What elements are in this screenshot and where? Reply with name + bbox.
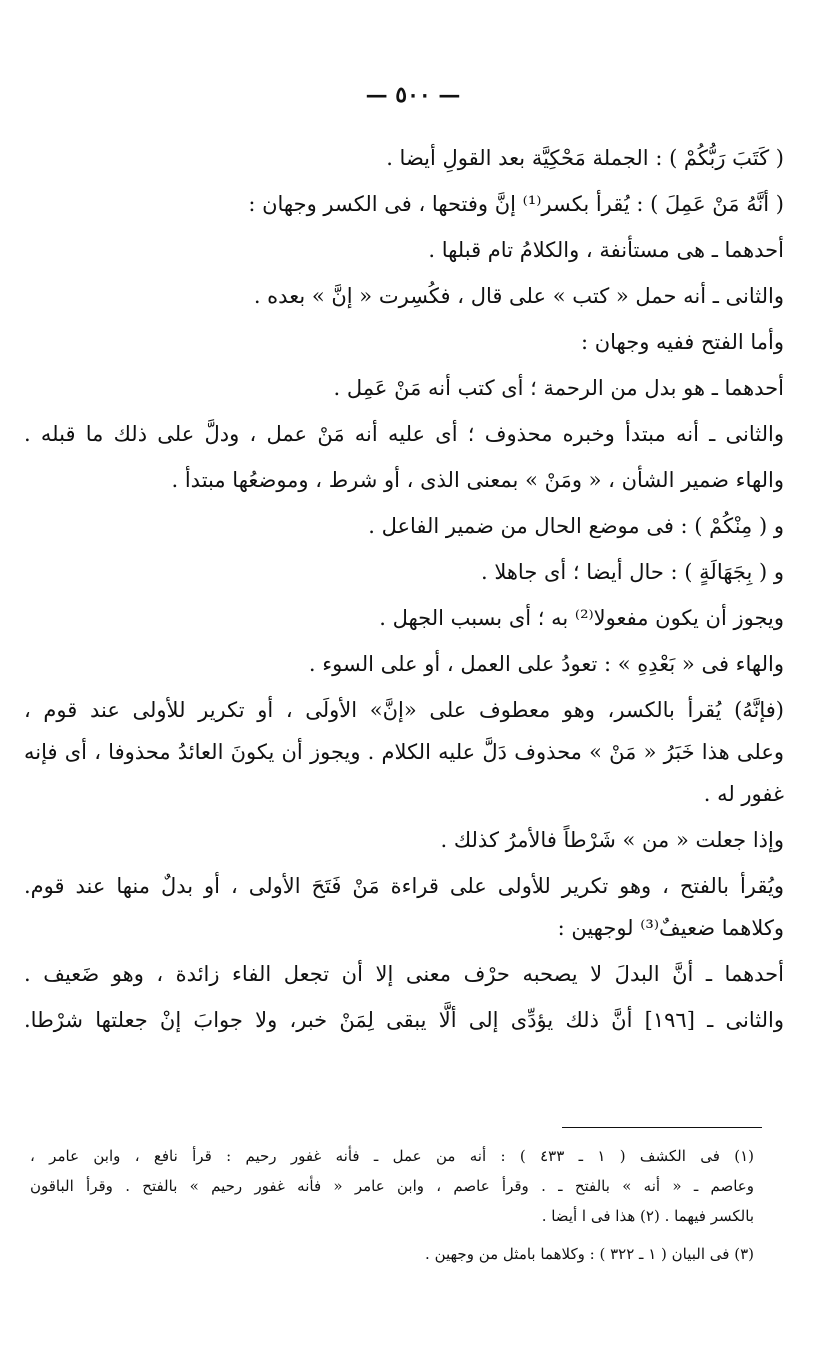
text-line-7: والثانى ـ أنه مبتدأ وخبره محذوف ؛ أى عليه أنه مَنْ عمل ، ودلَّ على ذلك ما قبله . (24, 422, 784, 446)
text-line-16: وإذا جعلت « من » شَرْطاً فالأمرُ كذلك . (440, 828, 784, 852)
text-line-1: ( كَتَبَ رَبُّكُمْ ) : الجملة مَحْكِيَّة بعد القولِ أيضا . (386, 146, 784, 170)
text-line-9: و ( مِنْكُمْ ) : فى موضع الحال من ضمير الفاعل . (368, 514, 784, 538)
footnote-line-1: (١) فى الكشف ( ١ ـ ٤٣٣ ) : أنه من عمل ـ فأنه غفور رحيم : قرأ نافع ، وابن عامر ، (30, 1147, 754, 1165)
text-line-11: ويجوز أن يكون مفعولا⁽²⁾ به ؛ أى بسبب الجهل . (379, 606, 784, 630)
text-line-8: والهاء ضمير الشأن ، « ومَنْ » بمعنى الذى ، أو شرط ، وموضعُها مبتدأ . (171, 468, 784, 492)
text-line-12: والهاء فى « بَعْدِهِ » : تعودُ على العمل ، أو على السوء . (308, 652, 784, 676)
main-text (24, 132, 784, 1040)
text-line-17: ويُقرأ بالفتح ، وهو تكرير للأولى على قراءة مَنْ فَتَحَ الأولى ، أو بدلٌ منها عند قوم. (24, 874, 784, 898)
text-line-18: وكلاهما ضعيفٌ⁽³⁾ لوجهين : (557, 916, 784, 940)
footnote-line-4: (٣) فى البيان ( ١ ـ ٣٢٢ ) : وكلاهما بامثل من وجهين . (425, 1245, 754, 1263)
footnote-line-3: بالكسر فيهما . (٢) هذا فى ا أيضا . (541, 1207, 754, 1225)
footnote-line-2: وعاصم ـ « أنه » بالفتح ـ . وقرأ عاصم ، وابن عامر « فأنه غفور رحيم » بالفتح . وقرأ الباقون (30, 1177, 754, 1195)
text-line-5: وأما الفتح ففيه وجهان : (580, 330, 784, 354)
text-line-14: وعلى هذا خَبَرُ « مَنْ » محذوف دَلَّ عليه الكلام . ويجوز أن يكونَ العائدُ محذوفا ، أى فإنه (24, 740, 784, 764)
text-line-10: و ( بِجَهَالَةٍ ) : حال أيضا ؛ أى جاهلا . (480, 560, 784, 584)
text-line-2: ( أنَّهُ مَنْ عَمِلَ ) : يُقرأ بكسر⁽¹⁾ إنَّ وفتحها ، فى الكسر وجهان : (248, 192, 784, 216)
text-line-19: أحدهما ـ أنَّ البدلَ لا يصحبه حرْف معنى إلا أن تجعل الفاء زائدة ، وهو ضَعيف . (24, 962, 784, 986)
text-line-15: غفور له . (703, 782, 784, 806)
text-line-3: أحدهما ـ هى مستأنفة ، والكلامُ تام قبلها . (428, 238, 784, 262)
footnote-separator (562, 1127, 762, 1128)
text-line-13: (فإنَّهُ) يُقرأ بالكسر، وهو معطوف على «إنَّ» الأولَى ، أو تكرير للأولى عند قوم ، (24, 698, 784, 722)
footnotes (30, 1140, 754, 1268)
text-line-4: والثانى ـ أنه حمل « كتب » على قال ، فكُسِرت « إنَّ » بعده . (253, 284, 784, 308)
page-number: — ٥٠٠ — (365, 82, 461, 108)
text-line-20: والثانى ـ [١٩٦] أنَّ ذلك يؤدِّى إلى ألَّا يبقى لِمَنْ خبر، ولا جوابَ إنْ جعلتها شرْطا. (24, 1008, 784, 1032)
text-line-6: أحدهما ـ هو بدل من الرحمة ؛ أى كتب أنه مَنْ عَمِل . (333, 376, 784, 400)
